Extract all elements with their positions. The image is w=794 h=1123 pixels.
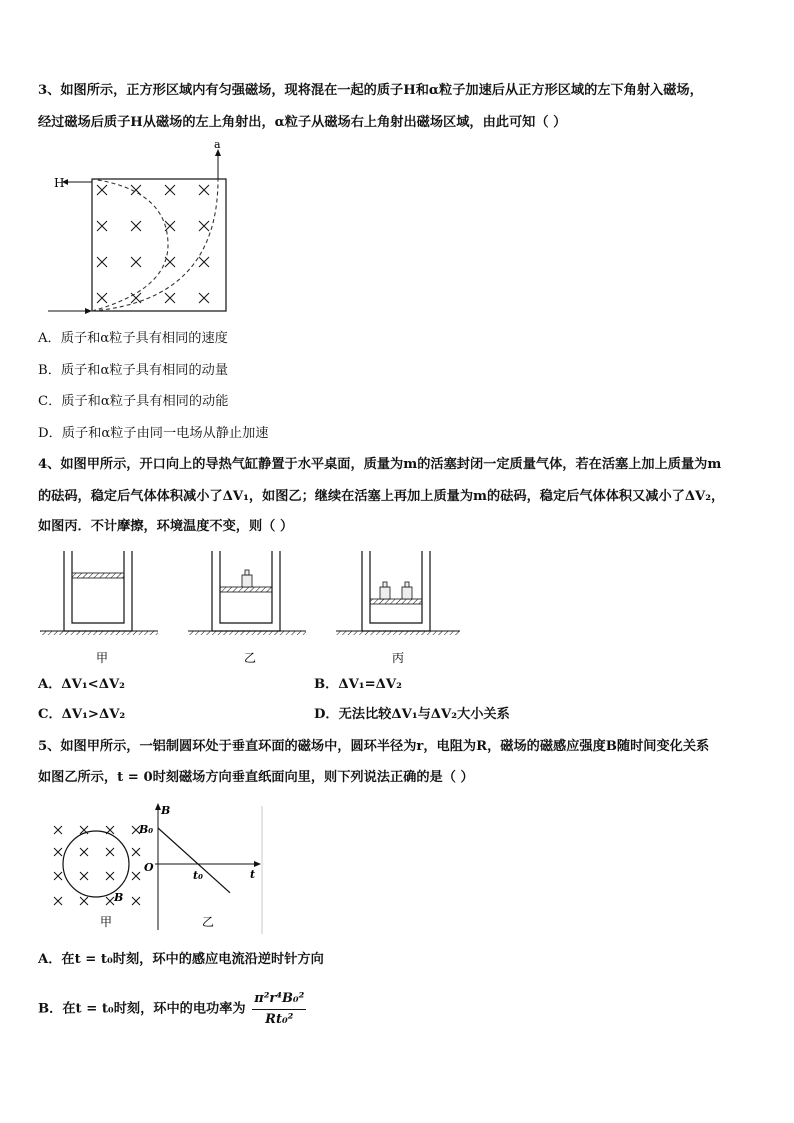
q4-figure <box>36 545 476 673</box>
field-cross <box>132 872 140 880</box>
q5-option-a: A．在t = t₀时刻，环中的感应电流沿逆时针方向 <box>38 952 324 967</box>
field-cross <box>97 257 107 267</box>
field-cross <box>165 221 175 231</box>
label-yi-5: 乙 <box>202 915 215 929</box>
b-t-graph <box>138 803 262 934</box>
label-bing: 丙 <box>392 651 405 665</box>
cylinder-bing <box>336 551 460 635</box>
q3-option-a: A．质子和α粒子具有相同的速度 <box>38 331 228 346</box>
field-cross <box>132 897 140 905</box>
power-fraction <box>252 990 306 1029</box>
x-tick-t0: t₀ <box>193 869 203 882</box>
field-cross <box>80 872 88 880</box>
label-jia-5: 甲 <box>100 915 113 929</box>
field-cross <box>132 848 140 856</box>
axis-t-label: t <box>250 868 256 881</box>
field-cross <box>165 185 175 195</box>
field-cross <box>199 185 209 195</box>
q4-line3: 如图丙．不计摩擦，环境温度不变，则（ ） <box>38 519 294 534</box>
y-tick-b0: B₀ <box>139 823 154 836</box>
q4-line1: 4、如图甲所示，开口向上的导热气缸静置于水平桌面，质量为m的活塞封闭一定质量气体，若在活塞上加上质量为m <box>38 457 722 472</box>
q4-option-b: B．ΔV₁=ΔV₂ <box>314 677 402 692</box>
q4-line2: 的砝码，稳定后气体体积减小了ΔV₁，如图乙；继续在活塞上再加上质量为m的砝码，稳定后气体体积又减小了ΔV₂， <box>38 489 725 504</box>
q4-option-c: C．ΔV₁>ΔV₂ <box>38 707 126 722</box>
ring-field-crosses <box>54 826 140 905</box>
axis-b-label: B <box>161 804 171 817</box>
field-cross <box>199 221 209 231</box>
q4-option-d: D．无法比较ΔV₁与ΔV₂大小关系 <box>314 707 510 722</box>
field-cross <box>199 257 209 267</box>
b-t-series-line <box>158 828 230 893</box>
field-cross <box>106 897 114 905</box>
q3-line2: 经过磁场后质子H从磁场的左上角射出，α粒子从磁场右上角射出磁场区域，由此可知（ ） <box>38 115 567 130</box>
field-cross <box>54 897 62 905</box>
field-cross <box>131 221 141 231</box>
field-cross <box>54 872 62 880</box>
field-cross <box>165 293 175 303</box>
label-a: a <box>214 140 221 151</box>
label-jia: 甲 <box>96 651 109 665</box>
cylinder-jia <box>40 551 158 635</box>
label-yi: 乙 <box>244 651 257 665</box>
q5-option-b-text: B．在t = t₀时刻，环中的电功率为 <box>38 1001 246 1017</box>
label-h: H <box>54 176 65 190</box>
q3-option-b: B．质子和α粒子具有相同的动量 <box>38 363 229 378</box>
field-cross <box>106 872 114 880</box>
power-numerator: π²r⁴B₀² <box>252 990 306 1010</box>
q3-figure <box>40 140 240 320</box>
field-cross <box>131 293 141 303</box>
field-cross <box>106 848 114 856</box>
field-cross <box>54 848 62 856</box>
field-square <box>92 179 226 311</box>
field-cross <box>80 848 88 856</box>
q5-figure <box>40 800 280 936</box>
field-crosses <box>97 185 209 303</box>
q3-option-d: D．质子和α粒子由同一电场从静止加速 <box>38 426 269 441</box>
q5-line2: 如图乙所示，t = 0时刻磁场方向垂直纸面向里，则下列说法正确的是（ ） <box>38 770 474 785</box>
q5-line1: 5、如图甲所示，一铝制圆环处于垂直环面的磁场中，圆环半径为r，电阻为R，磁场的磁感应强度B随时间变化关系 <box>38 739 710 754</box>
field-cross <box>97 221 107 231</box>
q5-option-b <box>38 990 306 1029</box>
q4-option-a: A．ΔV₁<ΔV₂ <box>38 677 125 692</box>
field-cross <box>199 293 209 303</box>
ring-b-label: B <box>114 891 124 904</box>
proton-path <box>92 179 168 311</box>
power-denominator: Rt₀² <box>265 1012 294 1027</box>
q3-option-c: C．质子和α粒子具有相同的动能 <box>38 394 229 409</box>
origin-label: O <box>144 861 154 874</box>
field-cross <box>80 897 88 905</box>
q3-line1: 3、如图所示，正方形区域内有匀强磁场，现将混在一起的质子H和α粒子加速后从正方形区域的左下角射入磁场， <box>38 83 703 98</box>
alpha-path <box>92 179 218 311</box>
cylinder-yi <box>188 551 306 635</box>
field-cross <box>131 257 141 267</box>
field-cross <box>54 826 62 834</box>
aluminum-ring <box>63 831 129 897</box>
field-cross <box>97 293 107 303</box>
field-cross <box>97 185 107 195</box>
